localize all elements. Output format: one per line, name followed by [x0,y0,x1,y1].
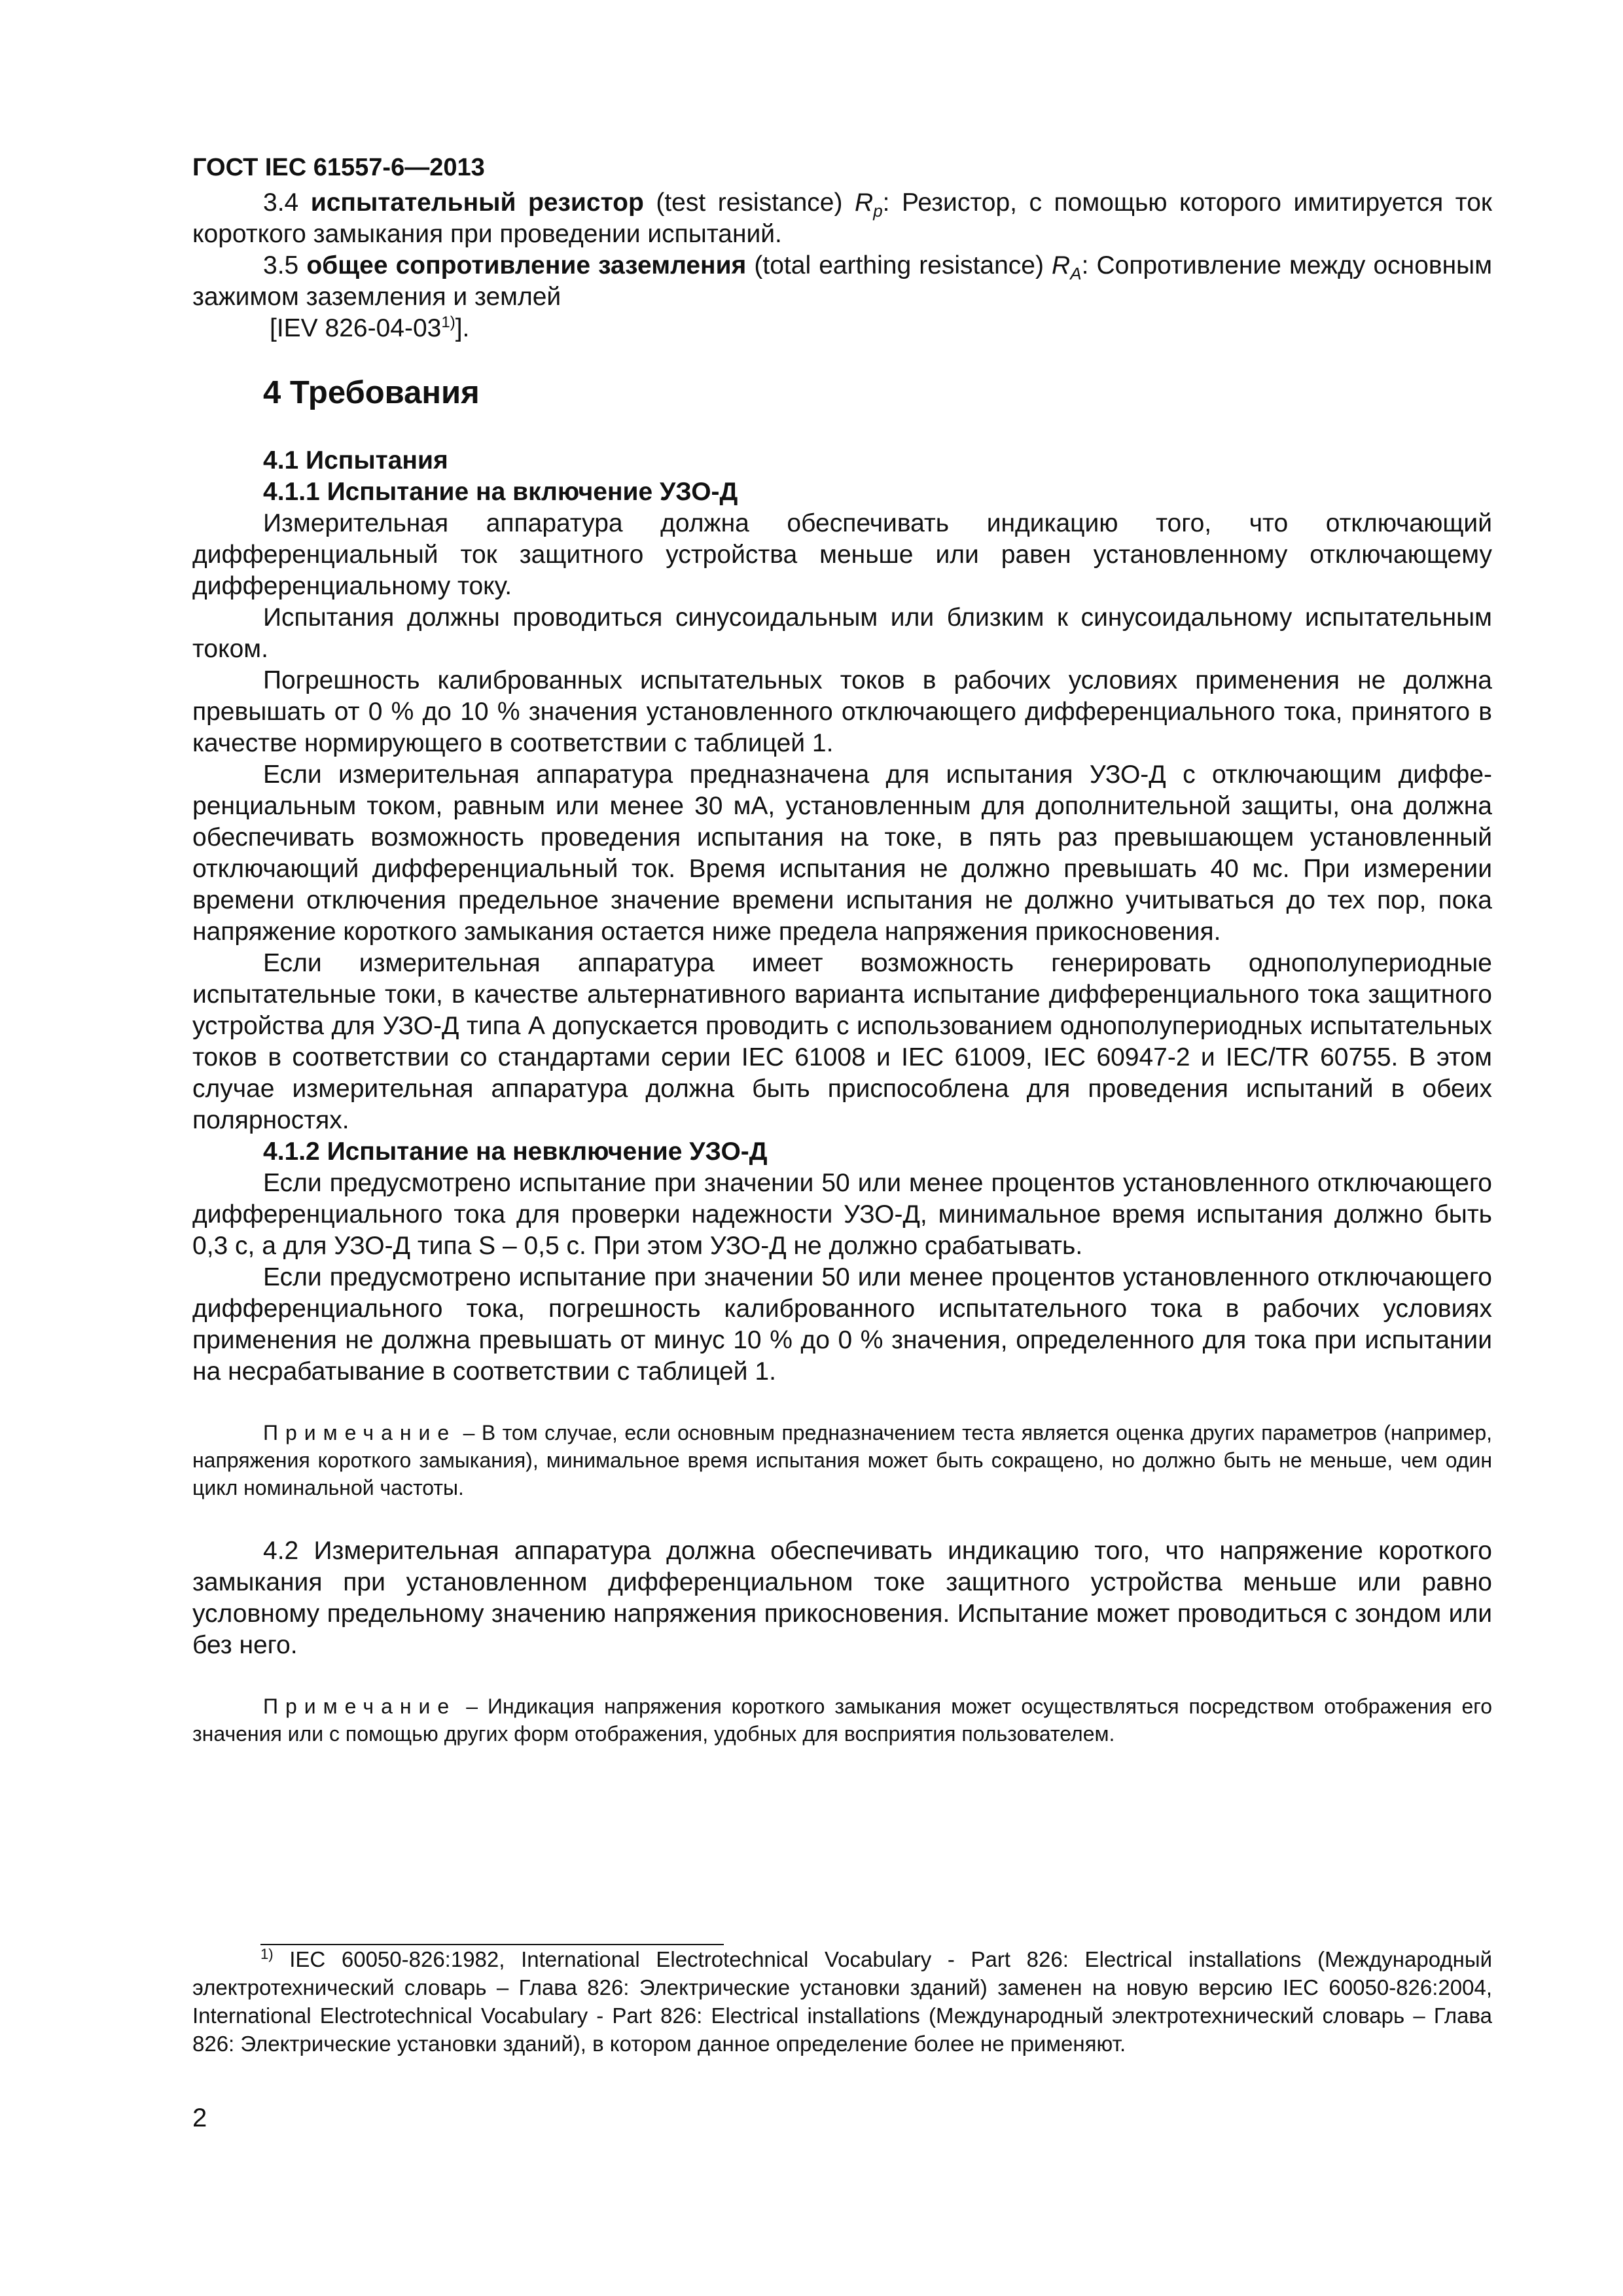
note-label: Примечание [263,1421,457,1444]
footnote-text: IEC 60050-826:1982, International Electrotechnical Vocabulary - Part 826: Electrical installations (Международный электротехнический словарь – Глава 826: Электрические установки зданий) заменен на новую версию IEC 60050-826:2004, International Electrotechnical Vocabulary - Part 826: Electrical installations (Международный электротехнический словарь – Глава 826: Электрические установки зданий), в котором данное определение более не применяют. [192,1947,1492,2056]
definition-number: 3.4 [263,188,299,217]
definition-3-4 [192,187,1492,250]
paragraph-4-2: 4.2 Измерительная аппаратура должна обеспечивать индикацию того, что напряжение короткого замыкания при установленном дифференциальном токе защитного устройства меньше или равно условному предельному значению напряжения прикосновения. Испытание может проводиться с зондом или без него. [192,1537,1492,1659]
paragraph: Если предусмотрено испытание при значении 50 или менее процентов установленного отключающего дифференциального тока для проверки надежности УЗО-Д, минимальное время испытания должно быть 0,3 с, а для УЗО-Д типа S – 0,5 с. При этом УЗО-Д не должно срабатывать. [192,1169,1492,1260]
definition-symbol: R [855,188,874,217]
definition-3-5 [192,250,1492,313]
subsection-title-4-1: 4.1 Испытания [263,446,448,475]
iev-reference: [IEV 826-04-03$^{1)}$]. [270,314,470,342]
note-2 [192,1693,1492,1748]
footnote-ref-mark: 1) [441,314,455,331]
note-text: – Индикация напряжения короткого замыкания может осуществляться посредством отображения его значения или с помощью других форм отображения, удобных для восприятия пользователем. [192,1695,1492,1746]
definition-number: 3.5 [263,251,299,279]
definition-symbol-subscript: p [873,200,883,221]
page-number: 2 [192,2104,207,2132]
footnote-mark: 1) [260,1946,274,1962]
definition-english: (total earthing resistance) [754,251,1044,279]
definition-symbol: R [1052,251,1071,279]
definition-symbol-subscript: A [1070,263,1082,283]
note-text: – В том случае, если основным предназначением теста является оценка других параметров (например, напряжения короткого замыкания), минимальное время испытания может быть сокращено, но должно быть не меньше, чем один цикл номинальной частоты. [192,1421,1492,1499]
note-1 [192,1419,1492,1501]
definition-term: испытательный резистор [310,188,644,217]
definition-english: (test resistance) [656,188,843,217]
paragraph: Если предусмотрено испытание при значении 50 или менее процентов установленного отключающего дифференциального тока, погрешность калиброванного испытательного тока в рабочих условиях применения не должна превышать от минус 10 % до 0 % значения, определенного для тока при испытании на несрабатывание в соответствии с таблицей 1. [192,1263,1492,1386]
section-title: 4 Требования [263,375,480,410]
paragraph: Погрешность калиброванных испытательных токов в рабочих условиях применения не должна превышать от 0 % до 10 % значения установленного отключающего дифференциального тока, принятого в качестве нормирующего в соответствии с таблицей 1. [192,666,1492,757]
paragraph: Испытания должны проводиться синусоидальным или близким к синусоидальному испытательным током. [192,603,1492,663]
subsection-title-4-1-1: 4.1.1 Испытание на включение УЗО-Д [263,478,738,506]
definition-term: общее сопротивление заземления [306,251,747,279]
document-header: ГОСТ IEC 61557-6—2013 [192,154,485,181]
definition-text: : Сопротивление между основным зажимом заземления и землей [192,251,1493,311]
definition-text: : Резистор, с помощью которого имитируется ток короткого замыкания при проведении испытаний. [192,188,1492,248]
footnote [192,1945,1492,2058]
page-content [192,152,1492,1748]
paragraph: Измерительная аппаратура должна обеспечивать индикацию того, что отключающий дифференциальный ток защитного устройства меньше или равен установленному отключающему дифференциальному току. [192,509,1492,600]
paragraph: Если измерительная аппаратура предназначена для испытания УЗО-Д с отключающим диффе-ренциальным током, равным или менее 30 мА, установленным для дополнительной защиты, она должна обеспечивать возможность проведения испытания на токе, в пять раз превышающем установленный отключающий дифференциальный ток. Время испытания не должно превышать 40 мс. При измерении времени отключения предельное значение времени испытания не должно учитываться до тех пор, пока напряжение короткого замыкания остается ниже предела напряжения прикосновения. [192,761,1492,946]
subsection-title-4-1-2: 4.1.2 Испытание на невключение УЗО-Д [263,1138,768,1166]
note-label: Примечание [263,1695,457,1718]
paragraph: Если измерительная аппаратура имеет возможность генерировать однополупериодные испытательные токи, в качестве альтернативного варианта испытание дифференциального тока защитного устройства для УЗО-Д типа А допускается проводить с использованием однополупериодных испытательных токов в соответствии со стандартами серии IEC 61008 и IEC 61009, IEC 60947-2 и IEC/TR 60755. В этом случае измерительная аппаратура должна быть приспособлена для проведения испытаний в обеих полярностях. [192,949,1492,1134]
